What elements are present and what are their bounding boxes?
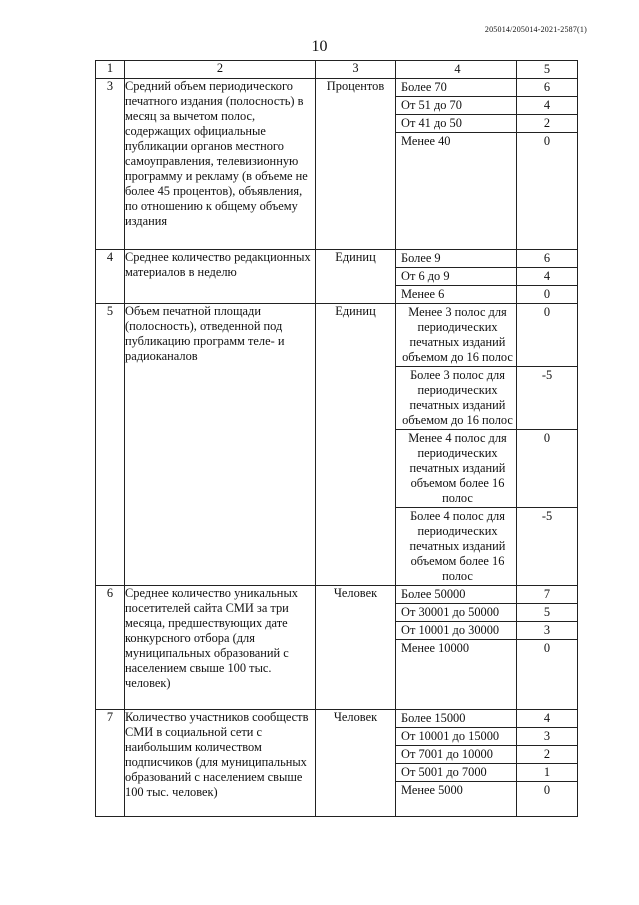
row-number: 4	[96, 250, 125, 304]
criterion-condition: От 10001 до 15000	[396, 728, 517, 745]
criterion-condition: От 6 до 9	[396, 268, 517, 285]
indicator-name: Количество участников сообществ СМИ в социальной сети с наибольшим количеством подписчиков (для муниципальных образований с населением свыше 100 тыс. человек)	[125, 710, 316, 817]
criterion-points: 0	[543, 305, 551, 319]
indicator-name: Средний объем периодического печатного издания (полосность) в месяц за вычетом полос, содержащих официальные публикации органов местного самоуправления, телевизионную программу и рекламу (в объеме не более 45 процентов), объявления, по отношению к общему объему издания	[125, 79, 316, 250]
criteria-cell	[396, 79, 578, 250]
unit: Единиц	[316, 250, 396, 304]
criterion-condition: Более 4 полос для периодических печатных изданий объемом более 16 полос	[396, 508, 517, 585]
criterion-points: 0	[543, 431, 551, 445]
criterion-points: 0	[543, 134, 551, 148]
criterion-points: 4	[543, 269, 551, 283]
criterion-points: 2	[543, 747, 551, 761]
unit: Человек	[316, 710, 396, 817]
header-cell-3: 3	[316, 61, 396, 79]
criterion-points: 0	[543, 783, 551, 797]
unit: Процентов	[316, 79, 396, 250]
criterion-points: 4	[543, 98, 551, 112]
header-cell-4-5	[396, 61, 578, 79]
table-row	[96, 304, 578, 586]
criterion-condition: От 51 до 70	[396, 97, 517, 114]
criteria-cell	[396, 710, 578, 817]
criterion-points: 0	[543, 287, 551, 301]
table-row	[96, 79, 578, 250]
page-number: 10	[311, 38, 328, 55]
indicator-name: Среднее количество уникальных посетителей сайта СМИ за три месяца, предшествующих дате конкурсного отбора (для муниципальных образований с населением свыше 100 тыс. человек)	[125, 586, 316, 710]
table-row	[96, 586, 578, 710]
criterion-points: 4	[543, 711, 551, 725]
criterion-points: 2	[543, 116, 551, 130]
criterion-condition: От 41 до 50	[396, 115, 517, 132]
criterion-points: 0	[543, 641, 551, 655]
criterion-condition: Менее 4 полос для периодических печатных изданий объемом более 16 полос	[396, 430, 517, 507]
criteria-cell	[396, 304, 578, 586]
header-cell-1: 1	[96, 61, 125, 79]
criterion-points: 3	[543, 729, 551, 743]
criterion-condition: Менее 10000	[396, 640, 517, 709]
criterion-points: 6	[543, 80, 551, 94]
criterion-condition: От 5001 до 7000	[396, 764, 517, 781]
criterion-points: -5	[541, 509, 553, 523]
criterion-condition: Менее 6	[396, 286, 517, 303]
criteria-cell	[396, 250, 578, 304]
criterion-condition: Менее 3 полос для периодических печатных изданий объемом до 16 полос	[396, 304, 517, 366]
table-row	[96, 250, 578, 304]
unit: Человек	[316, 586, 396, 710]
criteria-table	[95, 60, 578, 817]
criterion-condition: От 30001 до 50000	[396, 604, 517, 621]
criterion-points: 5	[543, 605, 551, 619]
criterion-condition: Более 15000	[396, 710, 517, 727]
criterion-condition: Более 3 полос для периодических печатных изданий объемом до 16 полос	[396, 367, 517, 429]
row-number: 5	[96, 304, 125, 586]
header-cell-4: 4	[396, 61, 517, 78]
row-number: 3	[96, 79, 125, 250]
criterion-condition: Менее 5000	[396, 782, 517, 816]
criterion-points: 7	[543, 587, 551, 601]
table-header-row	[96, 61, 578, 79]
criterion-condition: Более 9	[396, 250, 517, 267]
criterion-condition: От 10001 до 30000	[396, 622, 517, 639]
criterion-condition: Менее 40	[396, 133, 517, 249]
table-row	[96, 710, 578, 817]
criterion-condition: От 7001 до 10000	[396, 746, 517, 763]
document-id: 205014/205014-2021-2587(1)	[484, 25, 587, 34]
row-number: 7	[96, 710, 125, 817]
criterion-points: 3	[543, 623, 551, 637]
header-cell-5: 5	[543, 62, 551, 76]
criterion-condition: Более 70	[396, 79, 517, 96]
criterion-points: 6	[543, 251, 551, 265]
indicator-name: Объем печатной площади (полосность), отведенной под публикацию программ теле- и радиоканалов	[125, 304, 316, 586]
criterion-condition: Более 50000	[396, 586, 517, 603]
header-cell-2: 2	[125, 61, 316, 79]
criterion-points: -5	[541, 368, 553, 382]
unit: Единиц	[316, 304, 396, 586]
criterion-points: 1	[543, 765, 551, 779]
indicator-name: Среднее количество редакционных материалов в неделю	[125, 250, 316, 304]
criteria-cell	[396, 586, 578, 710]
row-number: 6	[96, 586, 125, 710]
